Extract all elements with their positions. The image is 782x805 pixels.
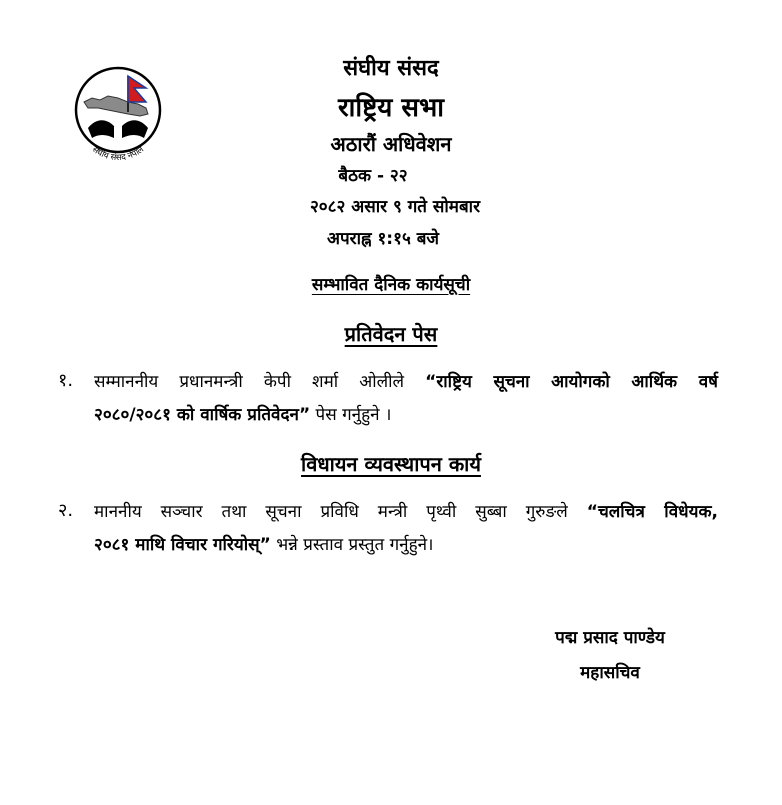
item-number: १.	[58, 370, 74, 391]
header-time: अपराह्न १:१५ बजे	[326, 229, 440, 249]
item-number: २.	[58, 500, 74, 521]
agenda-title: सम्भावित दैनिक कार्यसूची	[311, 275, 471, 295]
section-heading-legislation: विधायन व्यवस्थापन कार्य	[301, 452, 481, 476]
item-line-2: २०८०/२०८१ को वार्षिक प्रतिवेदन” पेस गर्नुहुने ।	[94, 405, 392, 425]
section-heading-report: प्रतिवेदन पेस	[344, 322, 438, 346]
agenda-item-1	[94, 366, 718, 432]
header-date: २०८२ असार ९ गते सोमबार	[309, 197, 481, 217]
header-meeting: बैठक - २२	[338, 166, 408, 186]
item-line-2: २०८१ माथि विचार गरियोस्” भन्ने प्रस्ताव प्रस्तुत गर्नुहुने।	[94, 535, 434, 555]
signatory-title: महासचिव	[580, 663, 640, 683]
item-line-1: सम्माननीय प्रधानमन्त्री केपी शर्मा ओलीले “राष्ट्रिय सूचना आयोगको आर्थिक वर्ष	[94, 372, 718, 392]
agenda-item-2	[94, 496, 718, 562]
header-house: राष्ट्रिय सभा	[337, 93, 444, 123]
header-parliament: संघीय संसद	[343, 56, 439, 81]
logo-caption: संघीय संसद नेपाल	[90, 144, 146, 164]
item-line-1: माननीय सञ्चार तथा सूचना प्रविधि मन्त्री पृथ्वी सुब्बा गुरुङले “चलचित्र विधेयक,	[94, 502, 718, 522]
header-session: अठारौं अधिवेशन	[330, 132, 452, 156]
signatory-name: पद्म प्रसाद पाण्डेय	[555, 628, 665, 648]
